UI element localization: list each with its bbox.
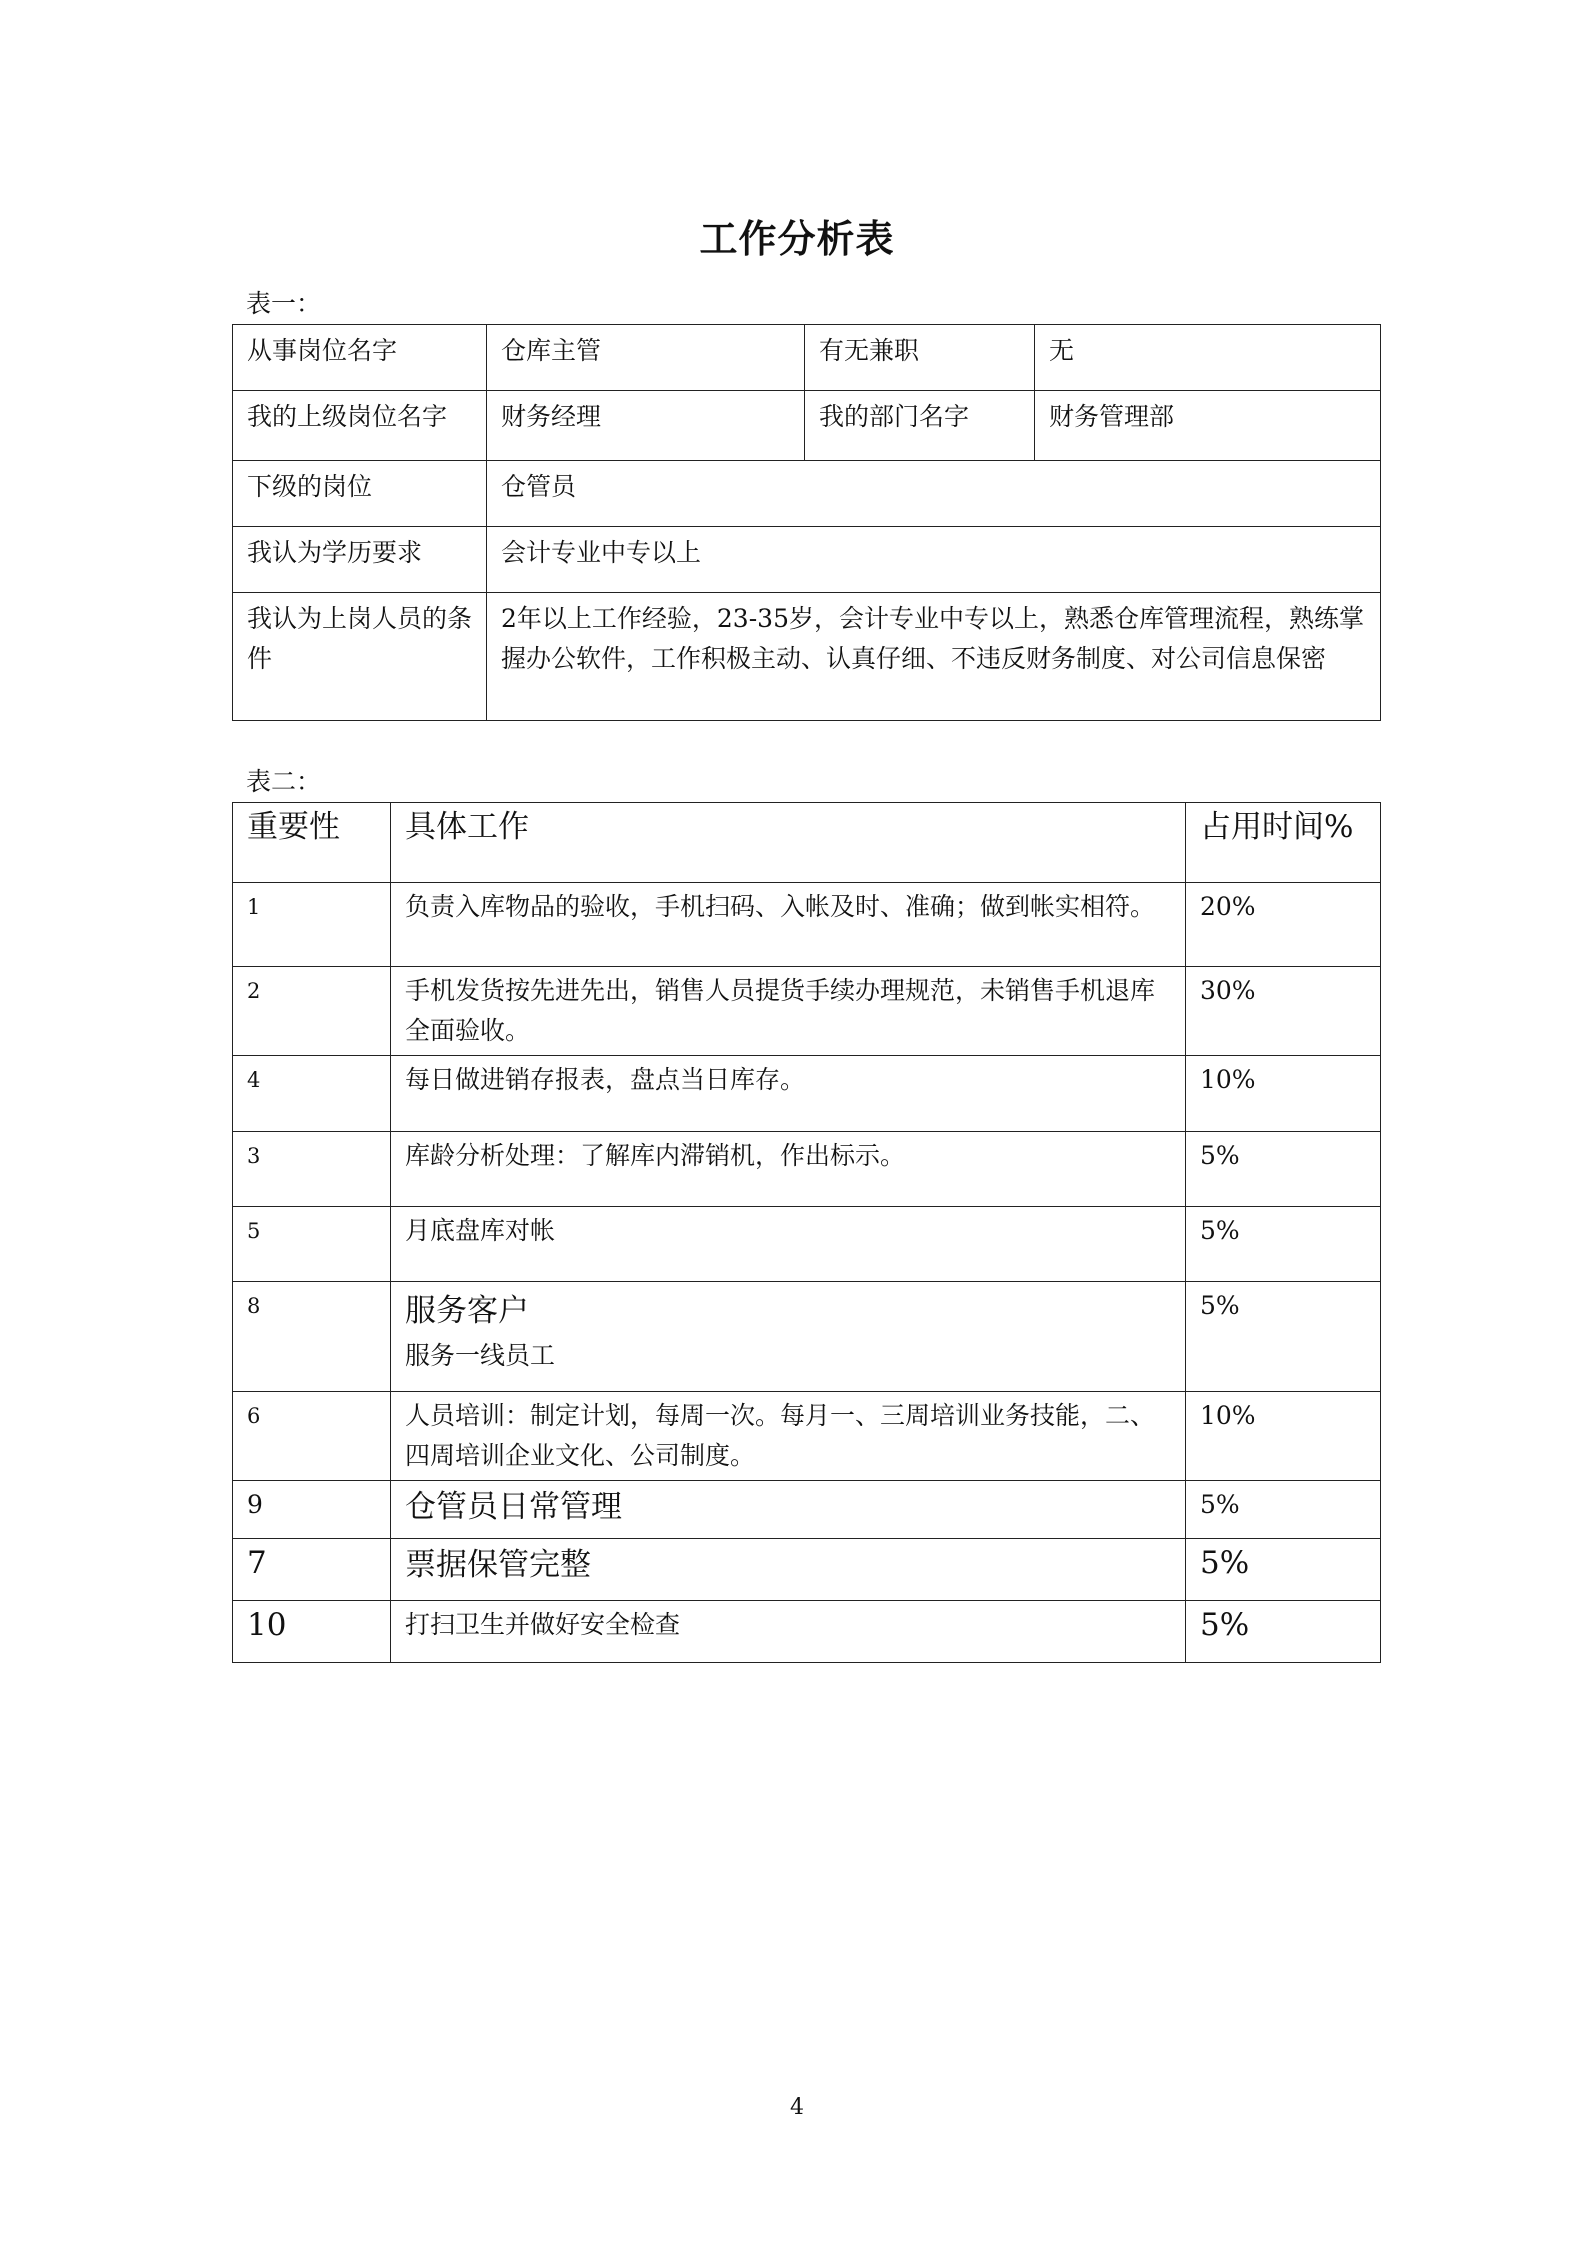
table-row [233,967,1381,1056]
table-row [233,1481,1381,1539]
table-row [233,883,1381,967]
row-importance: 7 [233,1539,391,1601]
row-importance: 8 [233,1282,391,1392]
table-row [233,527,1381,593]
superior-label: 我的上级岗位名字 [233,391,487,461]
subordinate-label: 下级的岗位 [233,461,487,527]
row-work-secondary: 服务一线员工 [405,1341,556,1370]
row-work: 打扫卫生并做好安全检查 [391,1601,1186,1663]
row-importance: 4 [233,1056,391,1132]
row-time: 20% [1186,883,1381,967]
superior-value: 财务经理 [487,391,805,461]
table-row [233,1392,1381,1481]
table-row [233,593,1381,721]
table-row [233,1132,1381,1207]
department-label: 我的部门名字 [805,391,1035,461]
education-label: 我认为学历要求 [233,527,487,593]
table-row [233,1056,1381,1132]
header-importance: 重要性 [233,803,391,883]
row-time: 5% [1186,1282,1381,1392]
row-work: 手机发货按先进先出，销售人员提货手续办理规范，未销售手机退库全面验收。 [391,967,1186,1056]
table-header-row [233,803,1381,883]
conditions-value: 2年以上工作经验，23-35岁，会计专业中专以上，熟悉仓库管理流程，熟练掌握办公软件，工作积极主动、认真仔细、不违反财务制度、对公司信息保密 [487,593,1381,721]
table-row [233,325,1381,391]
part-time-label: 有无兼职 [805,325,1035,391]
row-work: 仓管员日常管理 [391,1481,1186,1539]
job-info-table [232,324,1381,721]
row-work: 服务客户 [405,1293,529,1329]
table2-caption: 表二： [246,767,322,796]
row-time: 5% [1186,1539,1381,1601]
row-time: 30% [1186,967,1381,1056]
row-importance: 5 [233,1207,391,1282]
row-importance: 3 [233,1132,391,1207]
row-work: 月底盘库对帐 [391,1207,1186,1282]
header-time: 占用时间% [1186,803,1381,883]
table-row [233,461,1381,527]
table-row [233,1207,1381,1282]
work-content-table [232,802,1381,1663]
table-row [233,391,1381,461]
row-work: 人员培训：制定计划，每周一次。每月一、三周培训业务技能，二、四周培训企业文化、公司制度。 [391,1392,1186,1481]
table-row [233,1539,1381,1601]
row-work-cell [391,1282,1186,1392]
row-work: 库龄分析处理：了解库内滞销机，作出标示。 [391,1132,1186,1207]
table1-caption: 表一： [246,289,322,318]
page-title: 工作分析表 [699,217,895,261]
row-time: 5% [1186,1481,1381,1539]
row-importance: 1 [233,883,391,967]
position-name-label: 从事岗位名字 [233,325,487,391]
row-work: 负责入库物品的验收，手机扫码、入帐及时、准确；做到帐实相符。 [391,883,1186,967]
education-value: 会计专业中专以上 [487,527,1381,593]
subordinate-value: 仓管员 [487,461,1381,527]
row-time: 5% [1186,1601,1381,1663]
part-time-value: 无 [1035,325,1381,391]
row-importance: 9 [233,1481,391,1539]
row-importance: 6 [233,1392,391,1481]
position-name-value: 仓库主管 [487,325,805,391]
row-work: 每日做进销存报表，盘点当日库存。 [391,1056,1186,1132]
row-time: 5% [1186,1132,1381,1207]
conditions-label: 我认为上岗人员的条件 [233,593,487,721]
row-time: 5% [1186,1207,1381,1282]
row-importance: 10 [233,1601,391,1663]
row-time: 10% [1186,1056,1381,1132]
header-work: 具体工作 [391,803,1186,883]
table-row [233,1282,1381,1392]
row-importance: 2 [233,967,391,1056]
table-row [233,1601,1381,1663]
row-work: 票据保管完整 [391,1539,1186,1601]
row-time: 10% [1186,1392,1381,1481]
department-value: 财务管理部 [1035,391,1381,461]
page-number: 4 [790,2095,804,2120]
